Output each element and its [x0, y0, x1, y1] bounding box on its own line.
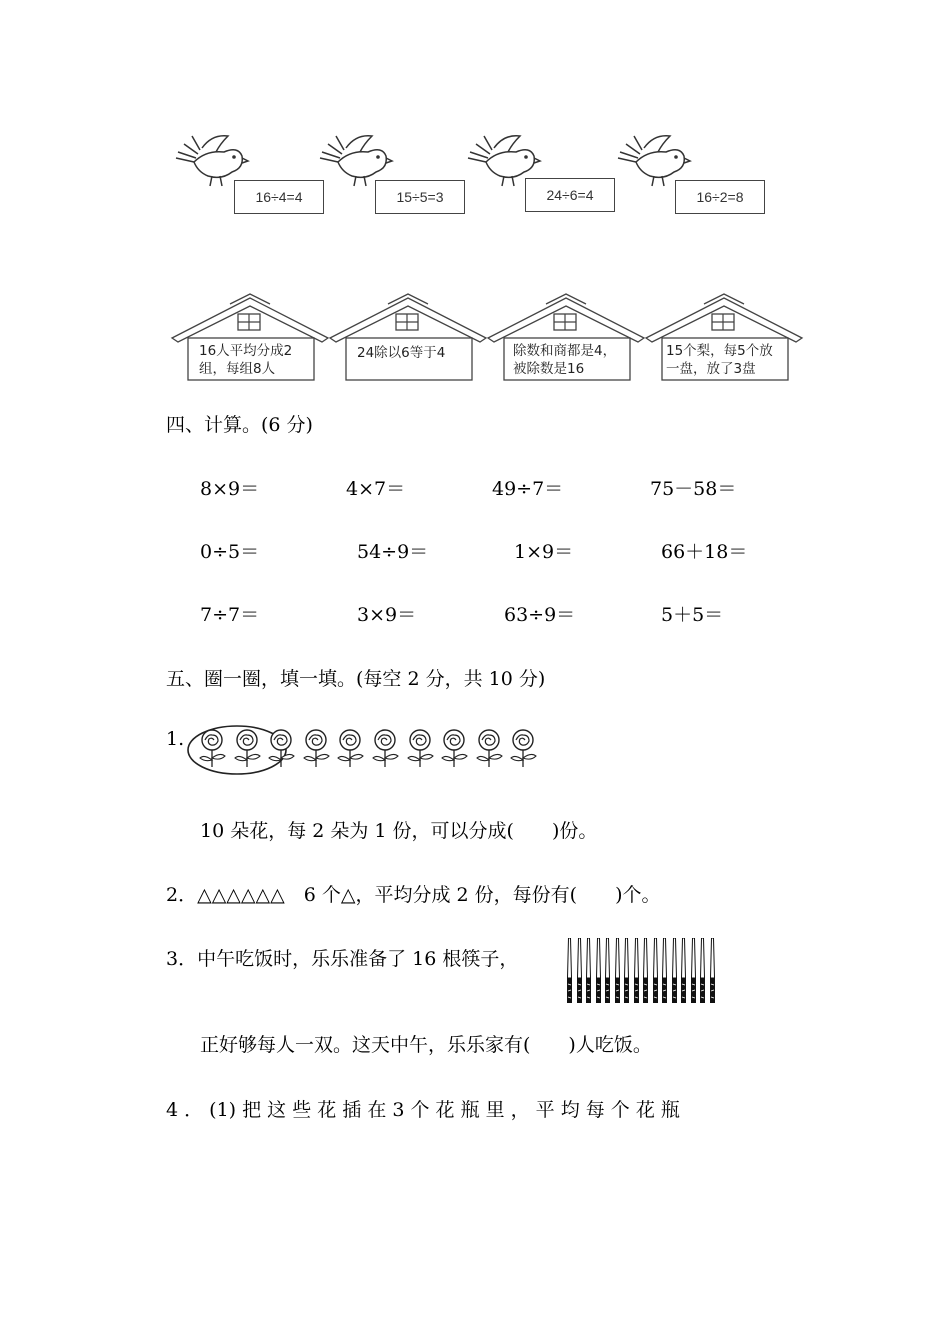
flower-icon	[404, 728, 437, 768]
calc-problem: 54÷9＝	[357, 541, 429, 563]
chopstick-icon	[576, 938, 583, 1003]
flower-icon	[231, 728, 264, 768]
chopstick-icon	[680, 938, 687, 1003]
question-1-text: 10 朵花，每 2 朵为 1 份，可以分成( )份。	[200, 820, 598, 842]
flower-icon	[369, 728, 402, 768]
chopstick-icon	[623, 938, 630, 1003]
calc-problem: 66＋18＝	[661, 541, 748, 563]
flower-icon	[265, 728, 298, 768]
equation-box: 16÷4=4	[234, 180, 324, 214]
calc-problem: 1×9＝	[514, 541, 574, 563]
question-2-text: 2．△△△△△△ 6 个△，平均分成 2 份，每份有( )个。	[166, 884, 661, 906]
chopstick-icon	[566, 938, 573, 1003]
flower-icon	[334, 728, 367, 768]
chopstick-icon	[633, 938, 640, 1003]
question-4-text: 4 ． (1) 把 这 些 花 插 在 3 个 花 瓶 里 ， 平 均 每 个 花 瓶	[166, 1099, 680, 1121]
question-3-text: 3．中午吃饭时，乐乐准备了 16 根筷子，	[166, 948, 519, 970]
equation-box: 24÷6=4	[525, 178, 615, 212]
calc-problem: 5＋5＝	[661, 604, 724, 626]
section-5-title: 五、圈一圈，填一填。(每空 2 分，共 10 分)	[166, 668, 546, 690]
chopstick-icon	[595, 938, 602, 1003]
chopstick-icon	[709, 938, 716, 1003]
chopstick-icon	[661, 938, 668, 1003]
chopstick-icon	[652, 938, 659, 1003]
flower-icon	[196, 728, 229, 768]
section-4-title: 四、计算。(6 分)	[166, 414, 313, 436]
flower-icon	[438, 728, 471, 768]
chopstick-icon	[614, 938, 621, 1003]
calc-problem: 0÷5＝	[200, 541, 260, 563]
house-label: 15个梨，每5个放 一盘，放了3盘	[666, 343, 773, 377]
calc-problem: 49÷7＝	[492, 478, 564, 500]
calc-problem: 63÷9＝	[504, 604, 576, 626]
equation-box: 15÷5=3	[375, 180, 465, 214]
question-number: 1.	[166, 728, 185, 750]
chopstick-icon	[699, 938, 706, 1003]
chopstick-icon	[690, 938, 697, 1003]
calc-problem: 4×7＝	[346, 478, 406, 500]
flower-icon	[473, 728, 506, 768]
question-3-text-cont: 正好够每人一双。这天中午，乐乐家有( )人吃饭。	[200, 1034, 652, 1056]
house-label: 除数和商都是4， 被除数是16	[513, 343, 617, 377]
house-label: 16人平均分成2 组，每组8人	[199, 343, 293, 377]
calc-problem: 8×9＝	[200, 478, 260, 500]
chopstick-icon	[671, 938, 678, 1003]
chopstick-icon	[604, 938, 611, 1003]
flower-icon	[300, 728, 333, 768]
calc-problem: 75－58＝	[650, 478, 737, 500]
chopstick-icon	[642, 938, 649, 1003]
house-icon	[328, 292, 488, 382]
chopstick-icon	[585, 938, 592, 1003]
equation-box: 16÷2=8	[675, 180, 765, 214]
house-label: 24除以6等于4	[357, 345, 446, 361]
flower-icon	[507, 728, 540, 768]
calc-problem: 7÷7＝	[200, 604, 260, 626]
calc-problem: 3×9＝	[357, 604, 417, 626]
